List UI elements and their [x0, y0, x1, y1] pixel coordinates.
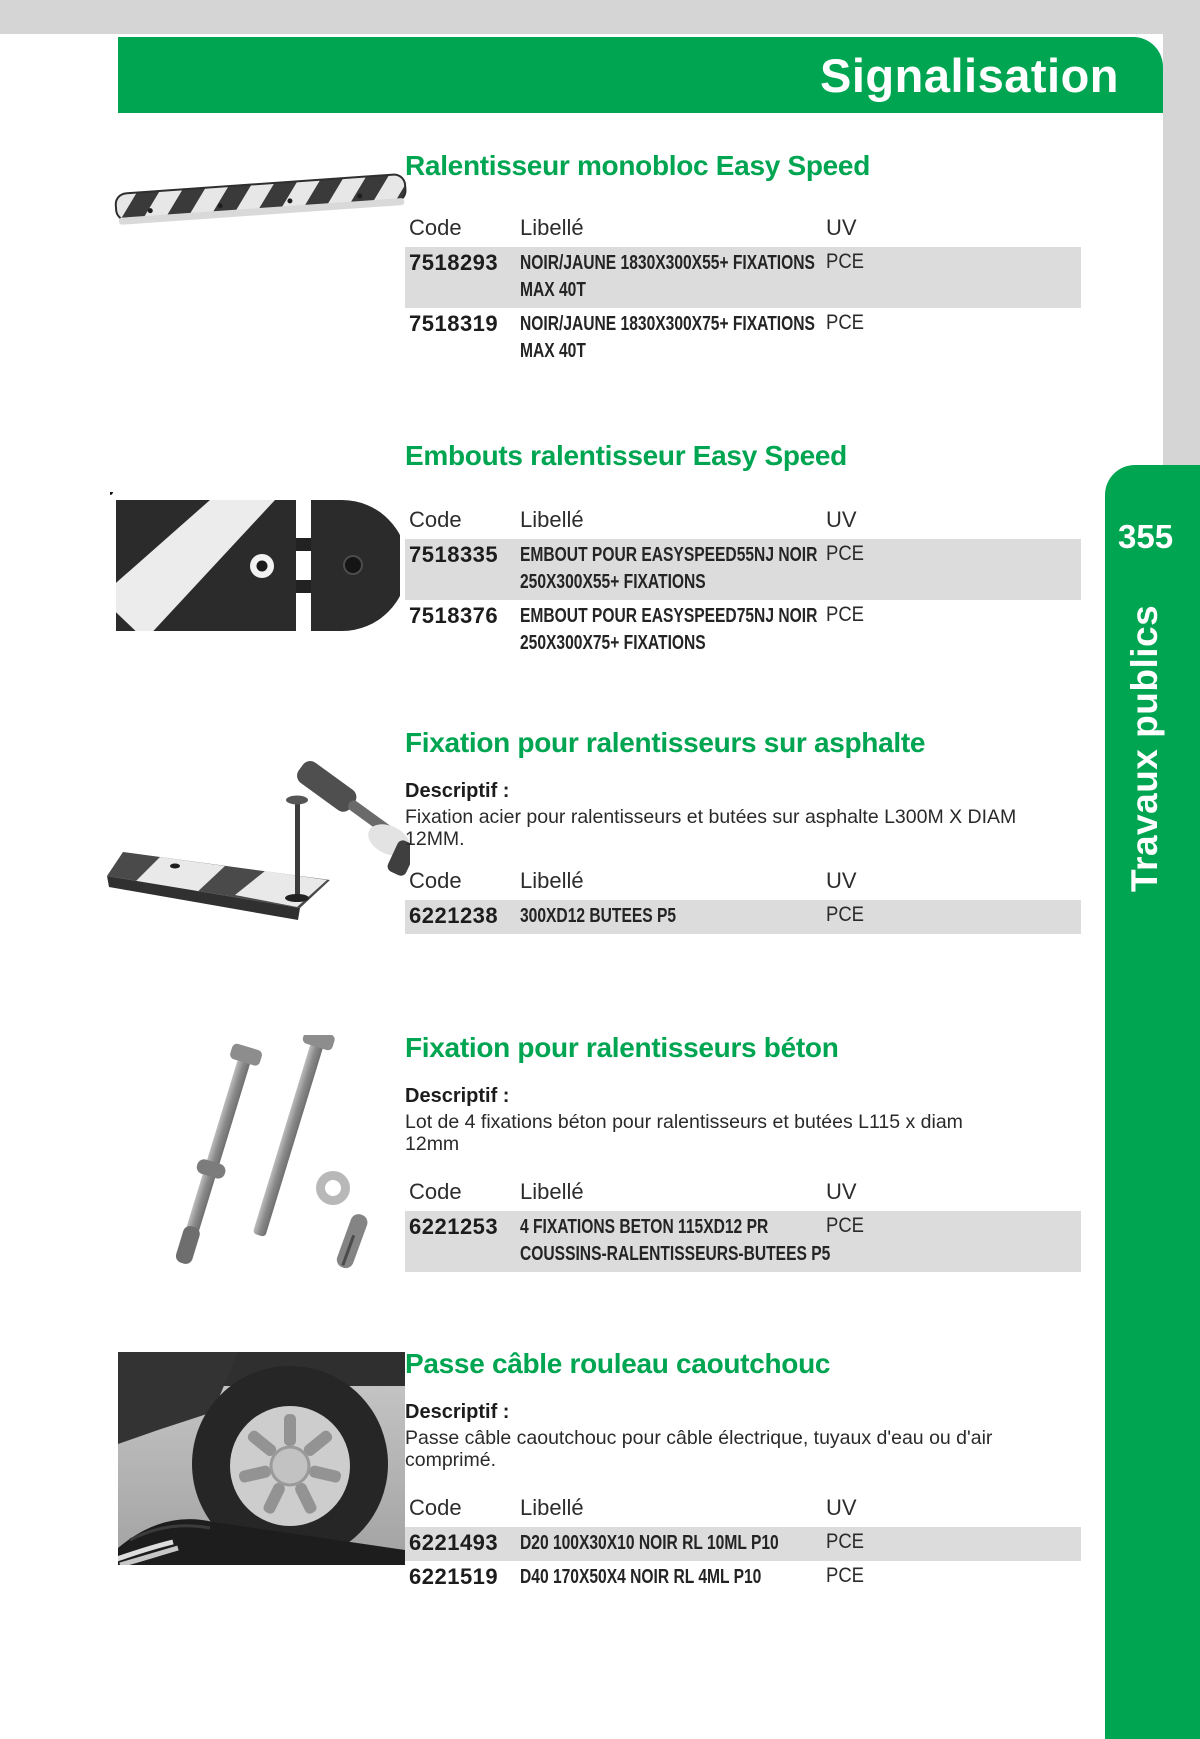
section-embouts	[405, 440, 1081, 661]
section-title: Ralentisseur monobloc Easy Speed	[405, 150, 870, 181]
category-header-bar	[118, 37, 1163, 113]
table-row: 6221238 300XD12 BUTEES P5 PCE	[405, 900, 1081, 934]
section-ralentisseur-monobloc	[405, 150, 1081, 369]
product-photo-end-cap	[110, 492, 400, 640]
table-row: 7518319 NOIR/JAUNE 1830X300X75+ FIXATIONS MAX 40T PCE	[409, 311, 865, 362]
product-table	[405, 215, 1081, 369]
table-header	[405, 215, 1081, 247]
table-row: 7518335 EMBOUT POUR EASYSPEED55NJ NOIR 250X300X55+ FIXATIONS PCE	[405, 539, 1081, 600]
description-text: Passe câble caoutchouc pour câble électrique, tuyaux d'eau ou d'air comprimé.	[405, 1427, 993, 1471]
table-row: 7518376 EMBOUT POUR EASYSPEED75NJ NOIR 250X300X75+ FIXATIONS PCE	[409, 603, 865, 654]
side-tab-label: Travaux publics	[1124, 604, 1165, 892]
product-table	[405, 1495, 1081, 1595]
table-header: Code Libellé UV	[409, 1179, 857, 1204]
col-libelle: Libellé	[520, 215, 584, 240]
page-title: Signalisation	[820, 48, 1119, 102]
product-table	[405, 507, 1081, 661]
col-uv: UV	[826, 215, 857, 240]
product-table	[405, 1179, 1081, 1272]
descriptif-label: Descriptif :	[405, 1085, 510, 1107]
col-code: Code	[409, 215, 462, 240]
table-row: 6221519 D40 170X50X4 NOIR RL 4ML P10 PCE	[409, 1564, 865, 1589]
section-title: Fixation pour ralentisseurs sur asphalte	[405, 727, 926, 758]
descriptif-label: Descriptif :	[405, 780, 510, 802]
product-photo-speed-bump-strip	[110, 158, 410, 244]
descriptif-label: Descriptif :	[405, 1401, 510, 1423]
description-text: Lot de 4 fixations béton pour ralentisseurs et butées L115 x diam 12mm	[405, 1111, 963, 1155]
product-table	[405, 868, 1081, 934]
table-row: 6221493 D20 100X30X10 NOIR RL 10ML P10 PCE	[405, 1527, 1081, 1561]
section-passe-cable	[405, 1348, 1081, 1595]
page-number: 355	[1118, 518, 1174, 555]
product-photo-cable-protector	[118, 1352, 405, 1565]
section-title: Embouts ralentisseur Easy Speed	[405, 440, 847, 471]
section-fixation-asphalte	[405, 727, 1081, 934]
table-header: Code Libellé UV	[409, 868, 857, 893]
section-title: Fixation pour ralentisseurs béton	[405, 1032, 839, 1063]
section-fixation-beton	[405, 1032, 1081, 1272]
product-photo-asphalt-fixing	[105, 740, 410, 940]
table-row: 7518293 NOIR/JAUNE 1830X300X55+ FIXATIONS MAX 40T PCE	[405, 247, 1081, 308]
table-header: Code Libellé UV	[409, 1495, 857, 1520]
description-text: Fixation acier pour ralentisseurs et butées sur asphalte L300M X DIAM 12MM.	[405, 806, 1017, 850]
table-header: Code Libellé UV	[409, 507, 857, 532]
table-row: 6221253 4 FIXATIONS BETON 115XD12 PR COUSSINS-RALENTISSEURS-BUTEES P5 PCE	[405, 1211, 1081, 1272]
page-border-top	[0, 0, 1200, 34]
product-photo-concrete-anchors	[140, 1035, 385, 1285]
section-title: Passe câble rouleau caoutchouc	[405, 1348, 831, 1379]
